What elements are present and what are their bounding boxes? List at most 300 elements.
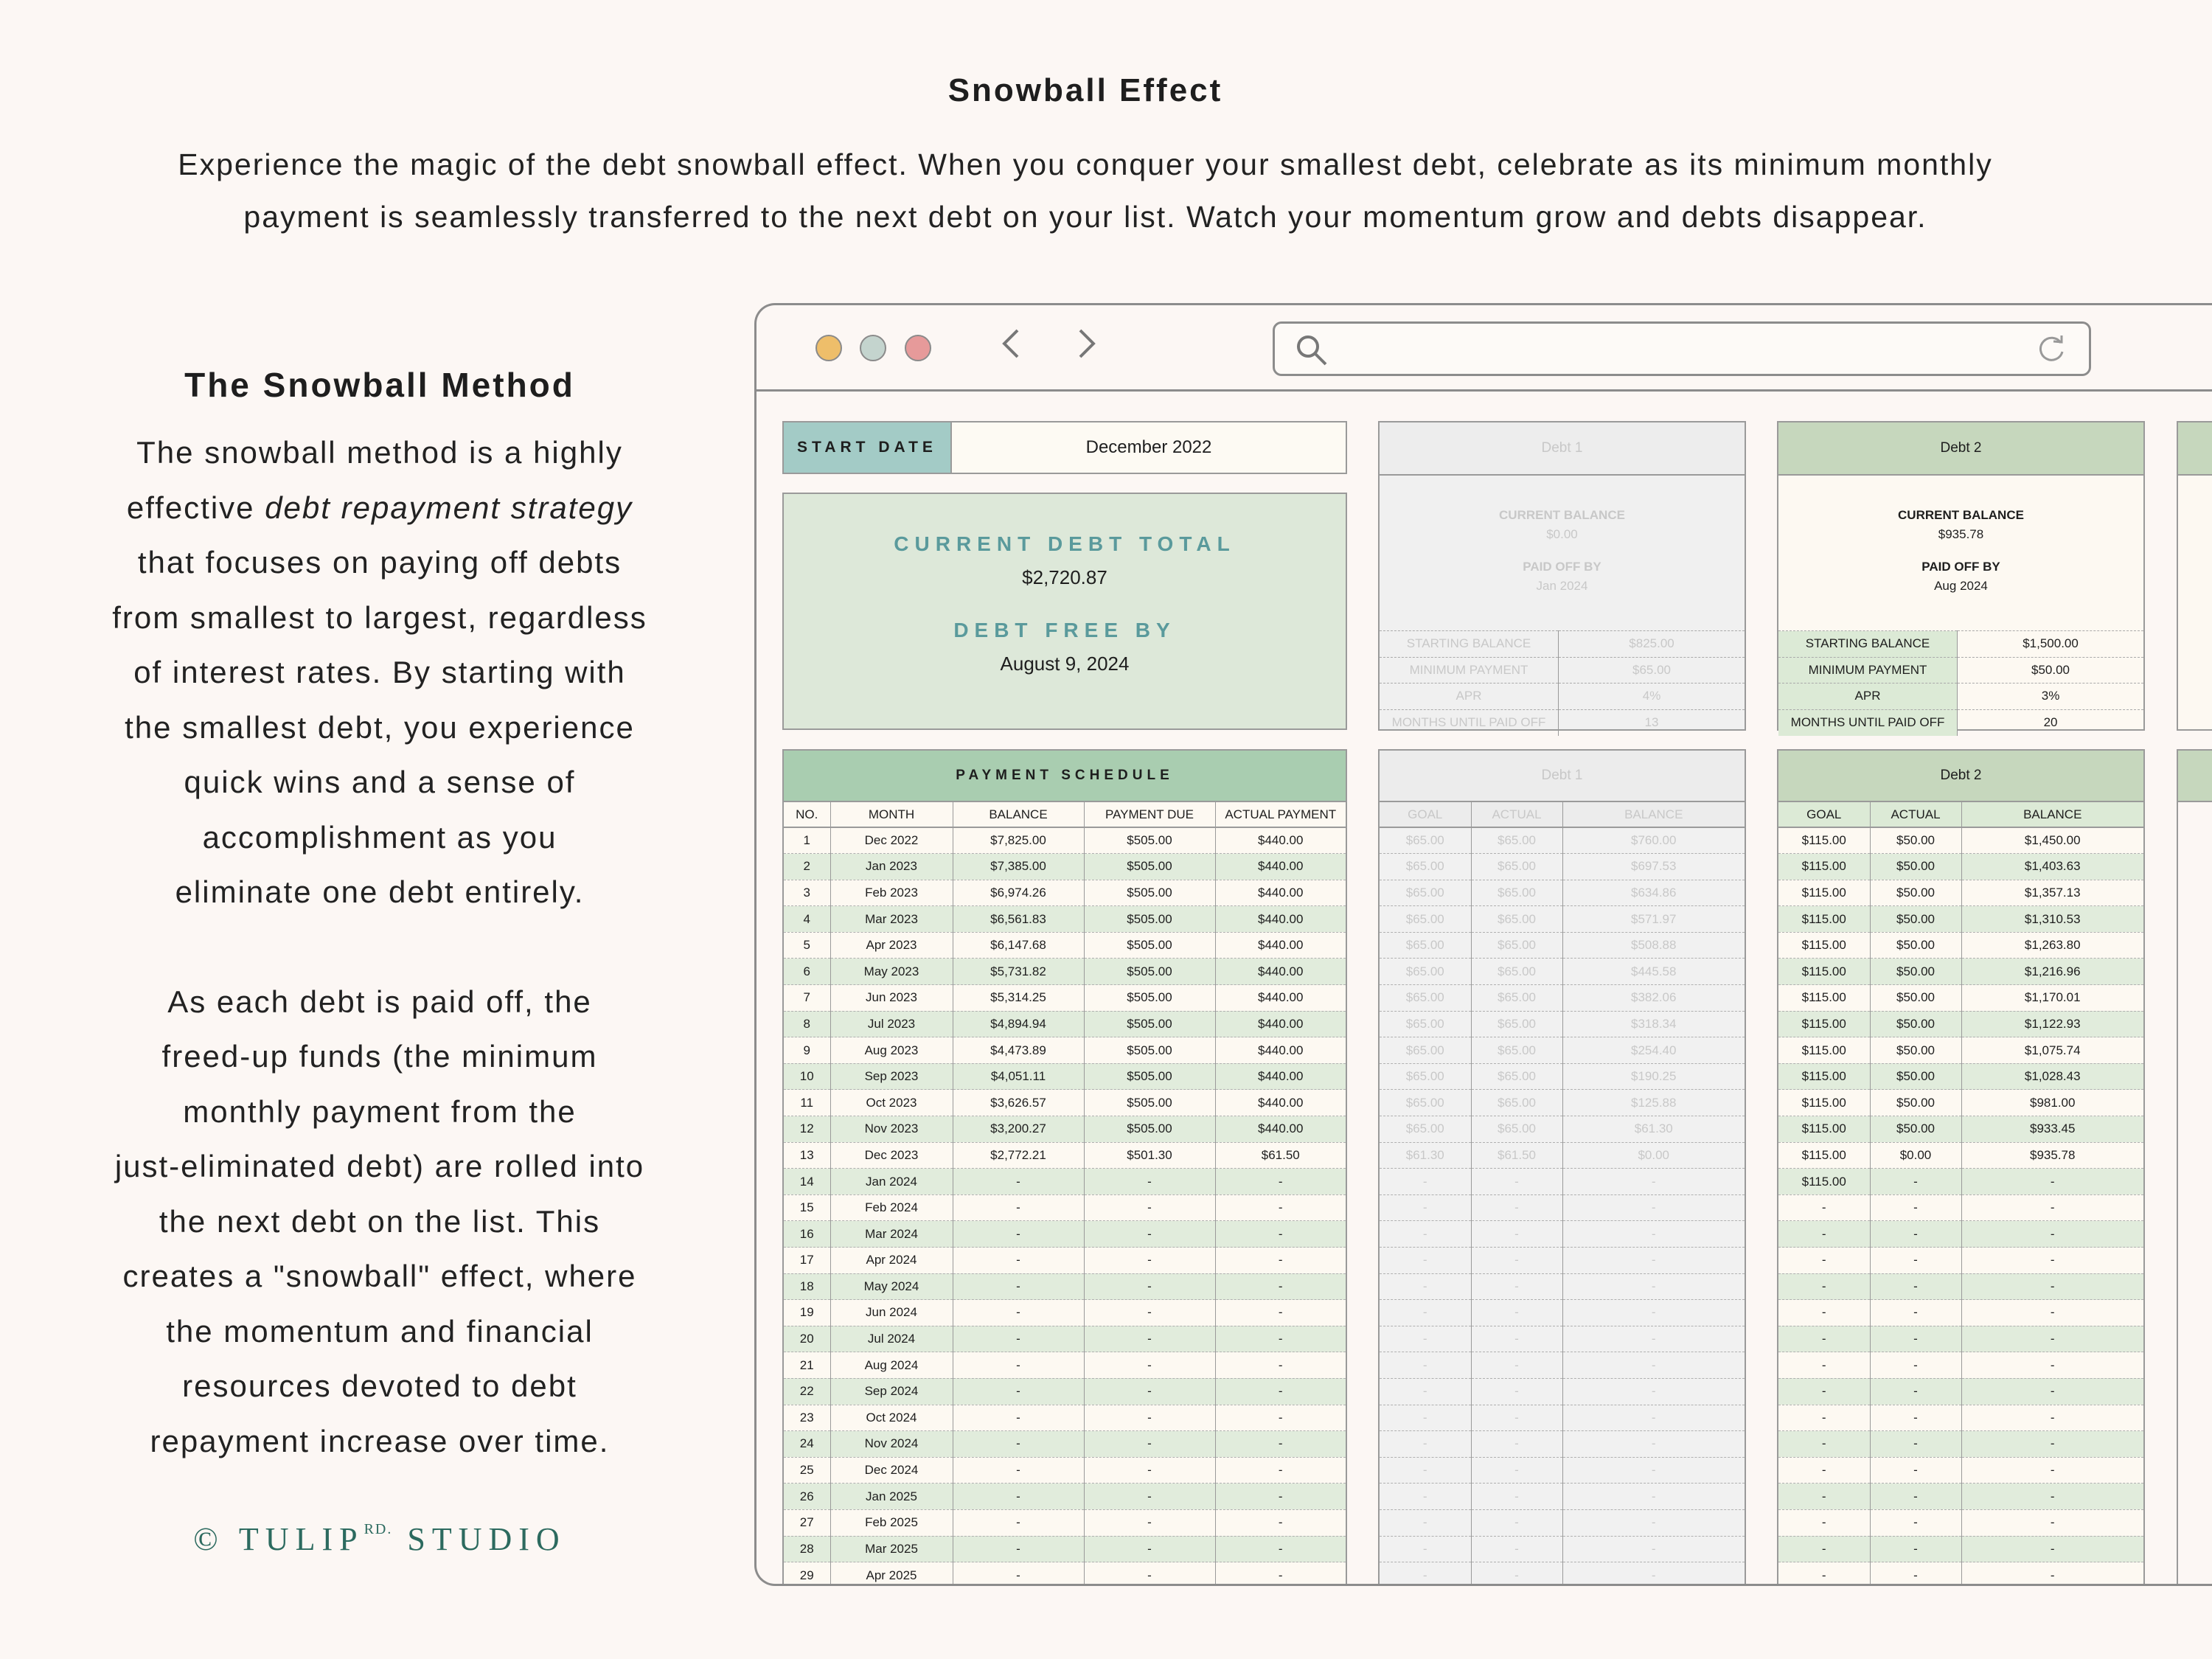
stat-value[interactable]: 4% [1559,684,1745,710]
table-cell[interactable]: - [1870,1273,1961,1300]
table-cell[interactable]: $7,385.00 [953,854,1084,880]
table-cell[interactable]: - [1084,1484,1215,1510]
table-cell[interactable]: - [953,1536,1084,1562]
table-cell[interactable]: - [1778,1221,1870,1248]
table-cell[interactable]: $65.00 [1380,854,1471,880]
table-cell[interactable]: $634.86 [1562,880,1745,906]
table-cell[interactable]: - [1778,1509,1870,1536]
table-cell[interactable]: - [1870,1484,1961,1510]
start-date-value[interactable]: December 2022 [952,422,1346,473]
table-cell[interactable]: - [1961,1273,2143,1300]
table-cell[interactable]: - [1961,1300,2143,1326]
table-cell[interactable]: 26 [784,1484,830,1510]
table-cell[interactable]: $440.00 [1215,880,1346,906]
table-cell[interactable]: - [1084,1509,1215,1536]
table-cell[interactable]: - [1215,1536,1346,1562]
table-cell[interactable]: $4,051.11 [953,1063,1084,1090]
table-cell[interactable]: - [1778,1431,1870,1458]
table-cell[interactable]: $505.00 [1084,1037,1215,1064]
table-cell[interactable]: - [1471,1273,1562,1300]
table-cell[interactable]: - [1084,1326,1215,1352]
table-cell[interactable]: 27 [784,1509,830,1536]
table-cell[interactable]: - [1380,1273,1471,1300]
table-cell[interactable]: - [1778,1248,1870,1274]
table-cell[interactable]: $65.00 [1471,1037,1562,1064]
table-cell[interactable]: $505.00 [1084,1090,1215,1116]
table-cell[interactable]: $50.00 [1870,1090,1961,1116]
table-cell[interactable]: - [1215,1248,1346,1274]
table-cell[interactable]: $50.00 [1870,1011,1961,1037]
table-cell[interactable]: $115.00 [1778,985,1870,1012]
table-cell[interactable]: - [1870,1431,1961,1458]
table-cell[interactable]: - [1562,1405,1745,1431]
table-cell[interactable]: $501.30 [1084,1142,1215,1169]
table-cell[interactable]: $318.34 [1562,1011,1745,1037]
address-bar[interactable] [1273,321,2091,376]
table-cell[interactable]: - [953,1221,1084,1248]
table-cell[interactable]: Apr 2024 [830,1248,953,1274]
table-cell[interactable]: - [1471,1484,1562,1510]
table-cell[interactable]: - [1471,1221,1562,1248]
table-cell[interactable]: - [1870,1536,1961,1562]
table-cell[interactable]: 19 [784,1300,830,1326]
table-cell[interactable]: Jul 2024 [830,1326,953,1352]
table-cell[interactable]: 25 [784,1457,830,1484]
table-cell[interactable]: $61.30 [1562,1116,1745,1143]
table-cell[interactable]: 3 [784,880,830,906]
table-cell[interactable]: - [1778,1562,1870,1584]
table-cell[interactable]: - [1778,1457,1870,1484]
table-cell[interactable]: - [953,1326,1084,1352]
table-cell[interactable]: Apr 2023 [830,932,953,959]
table-cell[interactable]: - [1215,1352,1346,1379]
table-cell[interactable]: $65.00 [1471,1011,1562,1037]
table-cell[interactable]: - [1870,1169,1961,1195]
table-cell[interactable]: 18 [784,1273,830,1300]
table-cell[interactable]: - [1562,1431,1745,1458]
table-cell[interactable]: - [953,1248,1084,1274]
table-cell[interactable]: - [1471,1248,1562,1274]
table-cell[interactable]: $571.97 [1562,906,1745,933]
table-cell[interactable]: $65.00 [1380,1090,1471,1116]
table-cell[interactable]: $933.45 [1961,1116,2143,1143]
table-cell[interactable]: $115.00 [1778,1037,1870,1064]
stat-value[interactable]: $825.00 [1559,631,1745,658]
table-cell[interactable]: $65.00 [1471,1116,1562,1143]
table-cell[interactable]: Nov 2024 [830,1431,953,1458]
table-cell[interactable]: - [1870,1352,1961,1379]
window-dot-minimize[interactable] [815,335,842,361]
table-cell[interactable]: $505.00 [1084,932,1215,959]
table-cell[interactable]: - [1380,1457,1471,1484]
table-cell[interactable]: - [953,1457,1084,1484]
table-cell[interactable]: - [1215,1221,1346,1248]
stat-value[interactable]: $65.00 [1559,657,1745,684]
table-cell[interactable]: $3,200.27 [953,1116,1084,1143]
table-cell[interactable]: 5 [784,932,830,959]
table-cell[interactable]: $5,731.82 [953,959,1084,985]
table-cell[interactable]: - [953,1273,1084,1300]
table-cell[interactable]: - [1380,1378,1471,1405]
table-cell[interactable]: - [1961,1536,2143,1562]
table-cell[interactable]: 13 [784,1142,830,1169]
table-cell[interactable]: - [1215,1431,1346,1458]
table-cell[interactable]: - [1870,1194,1961,1221]
table-cell[interactable]: $505.00 [1084,985,1215,1012]
table-cell[interactable]: $65.00 [1380,959,1471,985]
table-cell[interactable]: $505.00 [1084,880,1215,906]
table-cell[interactable]: Feb 2025 [830,1509,953,1536]
table-cell[interactable]: - [1870,1300,1961,1326]
table-cell[interactable]: - [953,1194,1084,1221]
table-cell[interactable]: 11 [784,1090,830,1116]
table-cell[interactable]: - [1380,1484,1471,1510]
table-cell[interactable]: - [1961,1457,2143,1484]
table-cell[interactable]: Apr 2025 [830,1562,953,1584]
table-cell[interactable]: Dec 2024 [830,1457,953,1484]
table-cell[interactable]: $1,263.80 [1961,932,2143,959]
table-cell[interactable]: - [1380,1431,1471,1458]
table-cell[interactable]: - [1961,1352,2143,1379]
table-cell[interactable]: - [1961,1248,2143,1274]
table-cell[interactable]: Jul 2023 [830,1011,953,1037]
table-cell[interactable]: $981.00 [1961,1090,2143,1116]
table-cell[interactable]: $697.53 [1562,854,1745,880]
table-cell[interactable]: 29 [784,1562,830,1584]
table-cell[interactable]: Mar 2024 [830,1221,953,1248]
table-cell[interactable]: Mar 2023 [830,906,953,933]
table-cell[interactable]: - [1870,1509,1961,1536]
table-cell[interactable]: - [1778,1352,1870,1379]
table-cell[interactable]: $5,314.25 [953,985,1084,1012]
table-cell[interactable]: $65.00 [1380,880,1471,906]
table-cell[interactable]: $115.00 [1778,906,1870,933]
reload-icon[interactable] [2036,334,2067,365]
table-cell[interactable]: - [1870,1248,1961,1274]
table-cell[interactable]: $505.00 [1084,854,1215,880]
table-cell[interactable]: Jan 2024 [830,1169,953,1195]
table-cell[interactable]: Jun 2023 [830,985,953,1012]
table-cell[interactable]: - [1562,1169,1745,1195]
table-cell[interactable]: 21 [784,1352,830,1379]
table-cell[interactable]: $50.00 [1870,906,1961,933]
table-cell[interactable]: - [1215,1300,1346,1326]
table-cell[interactable]: Oct 2023 [830,1090,953,1116]
table-cell[interactable]: - [953,1300,1084,1326]
table-cell[interactable]: - [1562,1509,1745,1536]
table-cell[interactable]: $115.00 [1778,880,1870,906]
table-cell[interactable]: - [1961,1509,2143,1536]
table-cell[interactable]: $65.00 [1380,906,1471,933]
table-cell[interactable]: $50.00 [1870,854,1961,880]
table-cell[interactable]: - [1562,1273,1745,1300]
table-cell[interactable]: - [1562,1457,1745,1484]
table-cell[interactable]: 20 [784,1326,830,1352]
table-cell[interactable]: - [1870,1221,1961,1248]
table-cell[interactable]: - [1084,1300,1215,1326]
table-cell[interactable]: $4,473.89 [953,1037,1084,1064]
table-cell[interactable]: $6,147.68 [953,932,1084,959]
table-cell[interactable]: - [1215,1509,1346,1536]
table-cell[interactable]: $50.00 [1870,959,1961,985]
stat-value[interactable]: $1,500.00 [1958,631,2143,658]
table-cell[interactable]: $115.00 [1778,854,1870,880]
table-cell[interactable]: $760.00 [1562,827,1745,854]
table-cell[interactable]: - [1380,1536,1471,1562]
table-cell[interactable]: 12 [784,1116,830,1143]
table-cell[interactable]: - [1380,1300,1471,1326]
table-cell[interactable]: $65.00 [1380,932,1471,959]
table-cell[interactable]: $65.00 [1471,932,1562,959]
table-cell[interactable]: $1,170.01 [1961,985,2143,1012]
table-cell[interactable]: $115.00 [1778,1116,1870,1143]
table-cell[interactable]: Nov 2023 [830,1116,953,1143]
table-cell[interactable]: 17 [784,1248,830,1274]
table-cell[interactable]: - [953,1484,1084,1510]
table-cell[interactable]: $1,122.93 [1961,1011,2143,1037]
table-cell[interactable]: $440.00 [1215,1011,1346,1037]
table-cell[interactable]: Jun 2024 [830,1300,953,1326]
table-cell[interactable]: - [1215,1378,1346,1405]
table-cell[interactable]: - [1084,1169,1215,1195]
table-cell[interactable]: $65.00 [1471,985,1562,1012]
table-cell[interactable]: - [953,1378,1084,1405]
table-cell[interactable]: - [1471,1300,1562,1326]
table-cell[interactable]: $65.00 [1380,1011,1471,1037]
stat-value[interactable]: 3% [1958,684,2143,710]
table-cell[interactable]: - [1215,1194,1346,1221]
table-cell[interactable]: - [1084,1248,1215,1274]
table-cell[interactable]: $50.00 [1870,827,1961,854]
table-cell[interactable]: $440.00 [1215,1116,1346,1143]
table-cell[interactable]: $6,974.26 [953,880,1084,906]
table-cell[interactable]: 2 [784,854,830,880]
table-cell[interactable]: - [1562,1562,1745,1584]
table-cell[interactable]: $505.00 [1084,1063,1215,1090]
table-cell[interactable]: - [953,1509,1084,1536]
table-cell[interactable]: $61.50 [1471,1142,1562,1169]
table-cell[interactable]: - [1870,1405,1961,1431]
table-cell[interactable]: $115.00 [1778,932,1870,959]
table-cell[interactable]: - [1961,1431,2143,1458]
table-cell[interactable]: - [1471,1352,1562,1379]
table-cell[interactable]: - [1215,1169,1346,1195]
table-cell[interactable]: - [1562,1536,1745,1562]
table-cell[interactable]: $115.00 [1778,1142,1870,1169]
table-cell[interactable]: Feb 2023 [830,880,953,906]
window-dot-zoom[interactable] [860,335,886,361]
table-cell[interactable]: 24 [784,1431,830,1458]
table-cell[interactable]: $1,075.74 [1961,1037,2143,1064]
table-cell[interactable]: $440.00 [1215,932,1346,959]
table-cell[interactable]: $6,561.83 [953,906,1084,933]
table-cell[interactable]: $65.00 [1380,1116,1471,1143]
table-cell[interactable]: $935.78 [1961,1142,2143,1169]
table-cell[interactable]: - [1471,1562,1562,1584]
table-cell[interactable]: - [1961,1484,2143,1510]
stat-value[interactable]: 20 [1958,709,2143,736]
table-cell[interactable]: Aug 2024 [830,1352,953,1379]
table-cell[interactable]: - [1471,1169,1562,1195]
table-cell[interactable]: $61.30 [1380,1142,1471,1169]
table-cell[interactable]: $1,403.63 [1961,854,2143,880]
table-cell[interactable]: $445.58 [1562,959,1745,985]
table-cell[interactable]: - [953,1352,1084,1379]
table-cell[interactable]: - [1562,1378,1745,1405]
table-cell[interactable]: $65.00 [1471,1063,1562,1090]
table-cell[interactable]: $115.00 [1778,1063,1870,1090]
table-cell[interactable]: - [1084,1378,1215,1405]
table-cell[interactable]: $1,216.96 [1961,959,2143,985]
table-cell[interactable]: - [1471,1378,1562,1405]
table-cell[interactable]: 4 [784,906,830,933]
table-cell[interactable]: $440.00 [1215,1037,1346,1064]
table-cell[interactable]: - [1870,1378,1961,1405]
table-cell[interactable]: $505.00 [1084,827,1215,854]
table-cell[interactable]: $254.40 [1562,1037,1745,1064]
table-cell[interactable]: - [1778,1378,1870,1405]
table-cell[interactable]: - [1380,1169,1471,1195]
table-cell[interactable]: - [1084,1194,1215,1221]
table-cell[interactable]: - [1380,1326,1471,1352]
table-cell[interactable]: - [1471,1194,1562,1221]
table-cell[interactable]: - [1215,1273,1346,1300]
table-cell[interactable]: 14 [784,1169,830,1195]
table-cell[interactable]: $115.00 [1778,1169,1870,1195]
forward-arrow-icon[interactable] [1076,327,1098,365]
table-cell[interactable]: - [1471,1405,1562,1431]
table-cell[interactable]: - [1778,1484,1870,1510]
table-cell[interactable]: Jan 2023 [830,854,953,880]
table-cell[interactable]: - [1562,1194,1745,1221]
table-cell[interactable]: - [1961,1169,2143,1195]
table-cell[interactable]: $50.00 [1870,1037,1961,1064]
table-cell[interactable]: 15 [784,1194,830,1221]
table-cell[interactable]: - [1084,1457,1215,1484]
table-cell[interactable]: $65.00 [1380,1037,1471,1064]
table-cell[interactable]: - [1380,1509,1471,1536]
table-cell[interactable]: $3,626.57 [953,1090,1084,1116]
table-cell[interactable]: 7 [784,985,830,1012]
table-cell[interactable]: - [1471,1431,1562,1458]
table-cell[interactable]: - [1215,1405,1346,1431]
table-cell[interactable]: - [953,1405,1084,1431]
table-cell[interactable]: Sep 2024 [830,1378,953,1405]
table-cell[interactable]: - [1961,1221,2143,1248]
table-cell[interactable]: - [1778,1273,1870,1300]
spreadsheet-viewport[interactable] [757,394,2212,1584]
table-cell[interactable]: - [1870,1326,1961,1352]
table-cell[interactable]: - [1562,1248,1745,1274]
table-cell[interactable]: $115.00 [1778,959,1870,985]
table-cell[interactable]: - [1084,1405,1215,1431]
table-cell[interactable]: - [1380,1352,1471,1379]
table-cell[interactable]: $505.00 [1084,1011,1215,1037]
table-cell[interactable]: $65.00 [1380,827,1471,854]
table-cell[interactable]: - [1380,1562,1471,1584]
table-cell[interactable]: Feb 2024 [830,1194,953,1221]
table-cell[interactable]: - [1961,1405,2143,1431]
table-cell[interactable]: $65.00 [1471,1090,1562,1116]
table-cell[interactable]: $50.00 [1870,985,1961,1012]
table-cell[interactable]: - [1961,1378,2143,1405]
table-cell[interactable]: - [1380,1194,1471,1221]
table-cell[interactable]: Oct 2024 [830,1405,953,1431]
table-cell[interactable]: - [953,1562,1084,1584]
table-cell[interactable]: $1,450.00 [1961,827,2143,854]
table-cell[interactable]: 1 [784,827,830,854]
table-cell[interactable]: May 2023 [830,959,953,985]
table-cell[interactable]: $65.00 [1471,880,1562,906]
table-cell[interactable]: $508.88 [1562,932,1745,959]
table-cell[interactable]: $190.25 [1562,1063,1745,1090]
table-cell[interactable]: $65.00 [1471,854,1562,880]
table-cell[interactable]: 10 [784,1063,830,1090]
table-cell[interactable]: $1,310.53 [1961,906,2143,933]
table-cell[interactable]: $50.00 [1870,880,1961,906]
table-cell[interactable]: - [1471,1457,1562,1484]
table-cell[interactable]: $1,028.43 [1961,1063,2143,1090]
table-cell[interactable]: - [1778,1300,1870,1326]
table-cell[interactable]: 28 [784,1536,830,1562]
table-cell[interactable]: $65.00 [1380,1063,1471,1090]
table-cell[interactable]: - [1471,1509,1562,1536]
table-cell[interactable]: $0.00 [1562,1142,1745,1169]
table-cell[interactable]: Mar 2025 [830,1536,953,1562]
table-cell[interactable]: $115.00 [1778,1011,1870,1037]
table-cell[interactable]: 9 [784,1037,830,1064]
table-cell[interactable]: $0.00 [1870,1142,1961,1169]
table-cell[interactable]: - [953,1169,1084,1195]
table-cell[interactable]: $61.50 [1215,1142,1346,1169]
table-cell[interactable]: $65.00 [1471,959,1562,985]
table-cell[interactable]: $65.00 [1380,985,1471,1012]
table-cell[interactable]: Aug 2023 [830,1037,953,1064]
table-cell[interactable]: - [1471,1326,1562,1352]
table-cell[interactable]: $440.00 [1215,985,1346,1012]
table-cell[interactable]: - [1380,1405,1471,1431]
table-cell[interactable]: - [1562,1300,1745,1326]
table-cell[interactable]: - [1215,1457,1346,1484]
table-cell[interactable]: $7,825.00 [953,827,1084,854]
table-cell[interactable]: 22 [784,1378,830,1405]
table-cell[interactable]: - [1562,1352,1745,1379]
table-cell[interactable]: - [1215,1562,1346,1584]
table-cell[interactable]: $115.00 [1778,827,1870,854]
table-cell[interactable]: - [1215,1484,1346,1510]
table-cell[interactable]: 16 [784,1221,830,1248]
table-cell[interactable]: - [953,1431,1084,1458]
stat-value[interactable]: 13 [1559,709,1745,736]
table-cell[interactable]: Dec 2023 [830,1142,953,1169]
table-cell[interactable]: $4,894.94 [953,1011,1084,1037]
table-cell[interactable]: $2,772.21 [953,1142,1084,1169]
table-cell[interactable]: $125.88 [1562,1090,1745,1116]
table-cell[interactable]: - [1961,1562,2143,1584]
stat-value[interactable]: $50.00 [1958,657,2143,684]
table-cell[interactable]: Dec 2022 [830,827,953,854]
back-arrow-icon[interactable] [1000,327,1022,365]
table-cell[interactable]: $1,357.13 [1961,880,2143,906]
table-cell[interactable]: $65.00 [1471,906,1562,933]
table-cell[interactable]: - [1084,1273,1215,1300]
table-cell[interactable]: $505.00 [1084,1116,1215,1143]
table-cell[interactable]: $382.06 [1562,985,1745,1012]
table-cell[interactable]: - [1084,1562,1215,1584]
table-cell[interactable]: - [1380,1248,1471,1274]
table-cell[interactable]: - [1084,1536,1215,1562]
table-cell[interactable]: - [1562,1484,1745,1510]
